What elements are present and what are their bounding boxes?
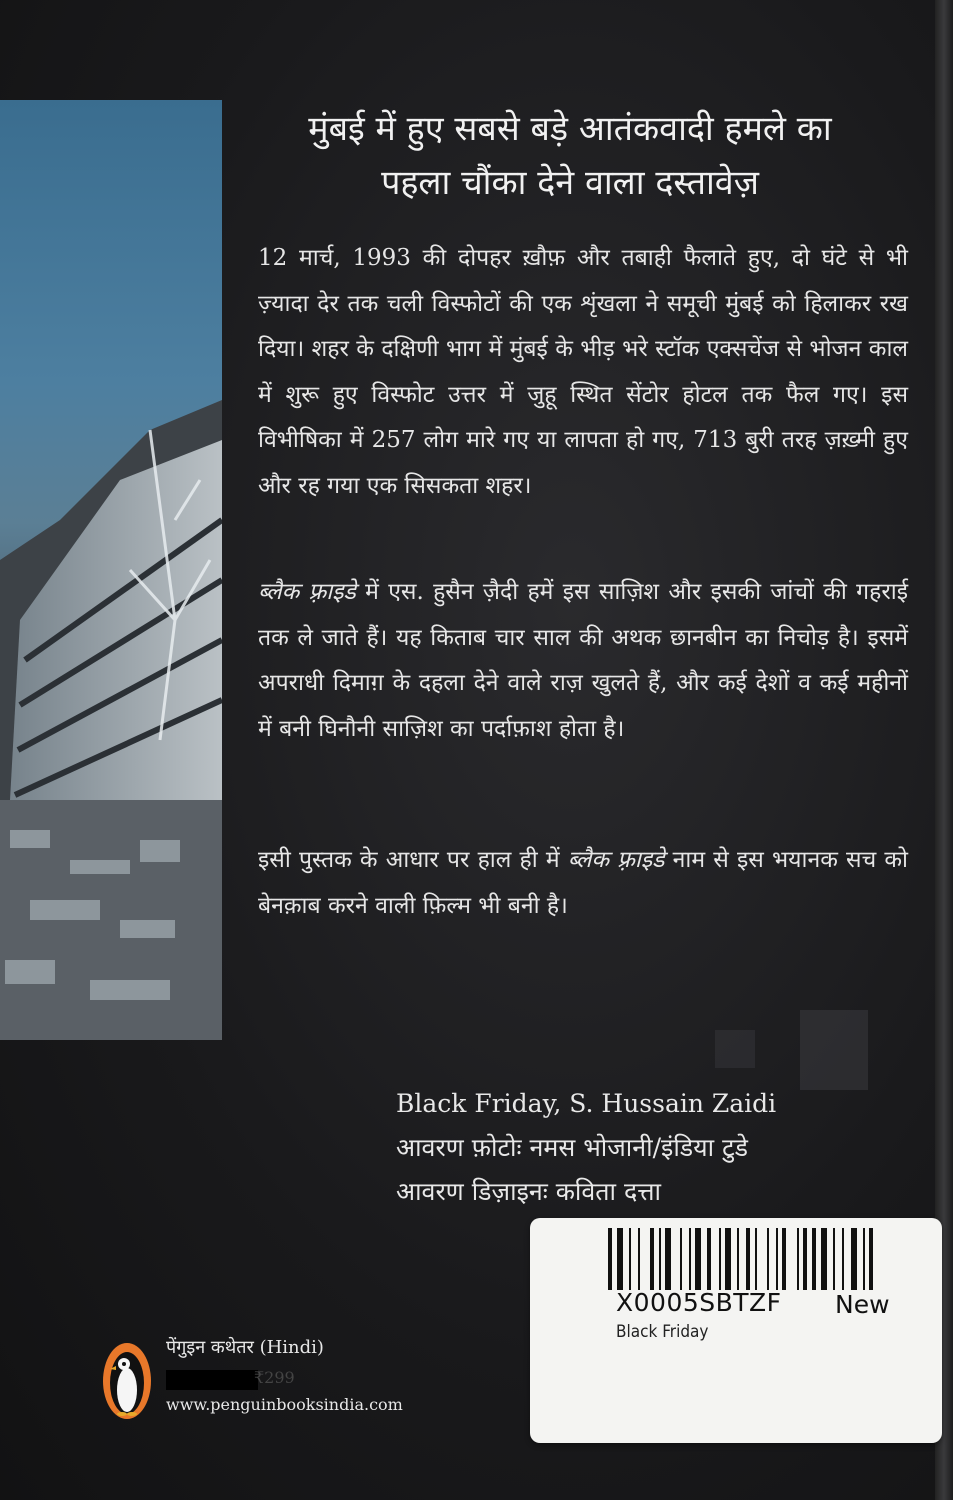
barcode-bar bbox=[755, 1228, 757, 1290]
cover-scuff-mark bbox=[800, 1010, 868, 1090]
barcode-bar bbox=[608, 1228, 612, 1290]
barcode-bar bbox=[737, 1228, 739, 1290]
barcode-bar bbox=[803, 1228, 807, 1290]
barcode-bar bbox=[629, 1228, 631, 1290]
barcode-bar bbox=[707, 1228, 711, 1290]
book-title-italic: ब्लैक फ़्राइडे bbox=[258, 579, 356, 605]
sticker-condition: New bbox=[835, 1290, 890, 1319]
paragraph-3-after: नाम से इस भयानक सच को बेनक़ाब करने वाली फ़िल्म भी बनी है। bbox=[258, 847, 909, 919]
barcode-bar bbox=[689, 1228, 691, 1290]
credit-design: आवरण डिज़ाइनः कविता दत्ता bbox=[396, 1177, 661, 1206]
price-redaction bbox=[166, 1370, 258, 1390]
headline bbox=[250, 102, 890, 210]
barcode-bar bbox=[725, 1228, 731, 1290]
paragraph-3-before: इसी पुस्तक के आधार पर हाल ही में bbox=[258, 847, 568, 873]
penguin-logo-icon bbox=[102, 1342, 152, 1420]
barcode-bar bbox=[851, 1228, 857, 1290]
headline-line-1: मुंबई में हुए सबसे बड़े आतंकवादी हमले का bbox=[308, 109, 832, 149]
barcode-bar bbox=[746, 1228, 750, 1290]
barcode-bar bbox=[638, 1228, 640, 1290]
barcode-bar bbox=[650, 1228, 654, 1290]
blurb-paragraph-2 bbox=[258, 570, 908, 752]
barcode-bar bbox=[833, 1228, 835, 1290]
barcode-bar bbox=[719, 1228, 721, 1290]
cover-scuff-mark bbox=[715, 1030, 755, 1068]
barcode-bar bbox=[821, 1228, 827, 1290]
sticker-title: Black Friday bbox=[616, 1322, 709, 1342]
barcode-bar bbox=[782, 1228, 786, 1290]
paragraph-2-text: में एस. हुसैन ज़ैदी हमें इस साज़िश और इसकी जांचों की गहराई तक ले जाते हैं। यह किताब चार साल की अथक छानबीन का निचोड़ है। इसमें अपराधी दिमाग़ के दहला देने वाले राज़ खुलते हैं, और कई देशों व कई महीनों में बनी घिनौनी साज़िश का पर्दाफ़ाश होता है। bbox=[258, 579, 908, 742]
cover-photo-bombed-building bbox=[0, 100, 222, 1040]
barcode-bar bbox=[680, 1228, 682, 1290]
barcode-bar bbox=[776, 1228, 778, 1290]
headline-line-2: पहला चौंका देने वाला दस्तावेज़ bbox=[381, 163, 759, 203]
book-title-italic: ब्लैक फ़्राइडे bbox=[567, 847, 665, 873]
price-text: ₹299 bbox=[254, 1368, 295, 1387]
blurb-paragraph-1: 12 मार्च, 1993 की दोपहर ख़ौफ़ और तबाही फैलाते हुए, दो घंटे से भी ज़्यादा देर तक चली विस्फोटों की एक शृंखला ने समूची मुंबई को हिलाकर रख दिया। शहर के दक्षिणी भाग में मुंबई के भीड़ भरे स्टॉक एक्सचेंज से भोजन काल में शुरू हुए विस्फोट उत्तर में जुहू स्थित सेंटोर होटल तक फैल गए। इस विभीषिका में 257 लोग मारे गए या लापता हो गए, 713 बुरी तरह ज़ख़्मी हुए और रह गया एक सिसकता शहर। bbox=[258, 245, 908, 499]
barcode-bar bbox=[695, 1228, 701, 1290]
barcode-icon bbox=[608, 1228, 926, 1290]
barcode-bar bbox=[767, 1228, 769, 1290]
publisher-website: www.penguinbooksindia.com bbox=[166, 1395, 403, 1414]
barcode-bar bbox=[812, 1228, 816, 1290]
barcode-bar bbox=[797, 1228, 799, 1290]
barcode-bar bbox=[869, 1228, 873, 1290]
barcode-bar bbox=[842, 1228, 844, 1290]
barcode-sticker bbox=[530, 1218, 942, 1443]
publisher-imprint: पेंगुइन कथेतर (Hindi) bbox=[166, 1337, 324, 1358]
barcode-bar bbox=[617, 1228, 623, 1290]
barcode-bar bbox=[863, 1228, 865, 1290]
barcode-bar bbox=[659, 1228, 661, 1290]
cover-credits bbox=[396, 1082, 776, 1214]
blurb-paragraph-3 bbox=[258, 838, 908, 929]
barcode-bar bbox=[665, 1228, 671, 1290]
credit-photo: आवरण फ़ोटोः नमस भोजानी/इंडिया टुडे bbox=[396, 1133, 749, 1162]
credit-title-author: Black Friday, S. Hussain Zaidi bbox=[396, 1089, 777, 1118]
sticker-sku: X0005SBTZF bbox=[616, 1288, 782, 1317]
